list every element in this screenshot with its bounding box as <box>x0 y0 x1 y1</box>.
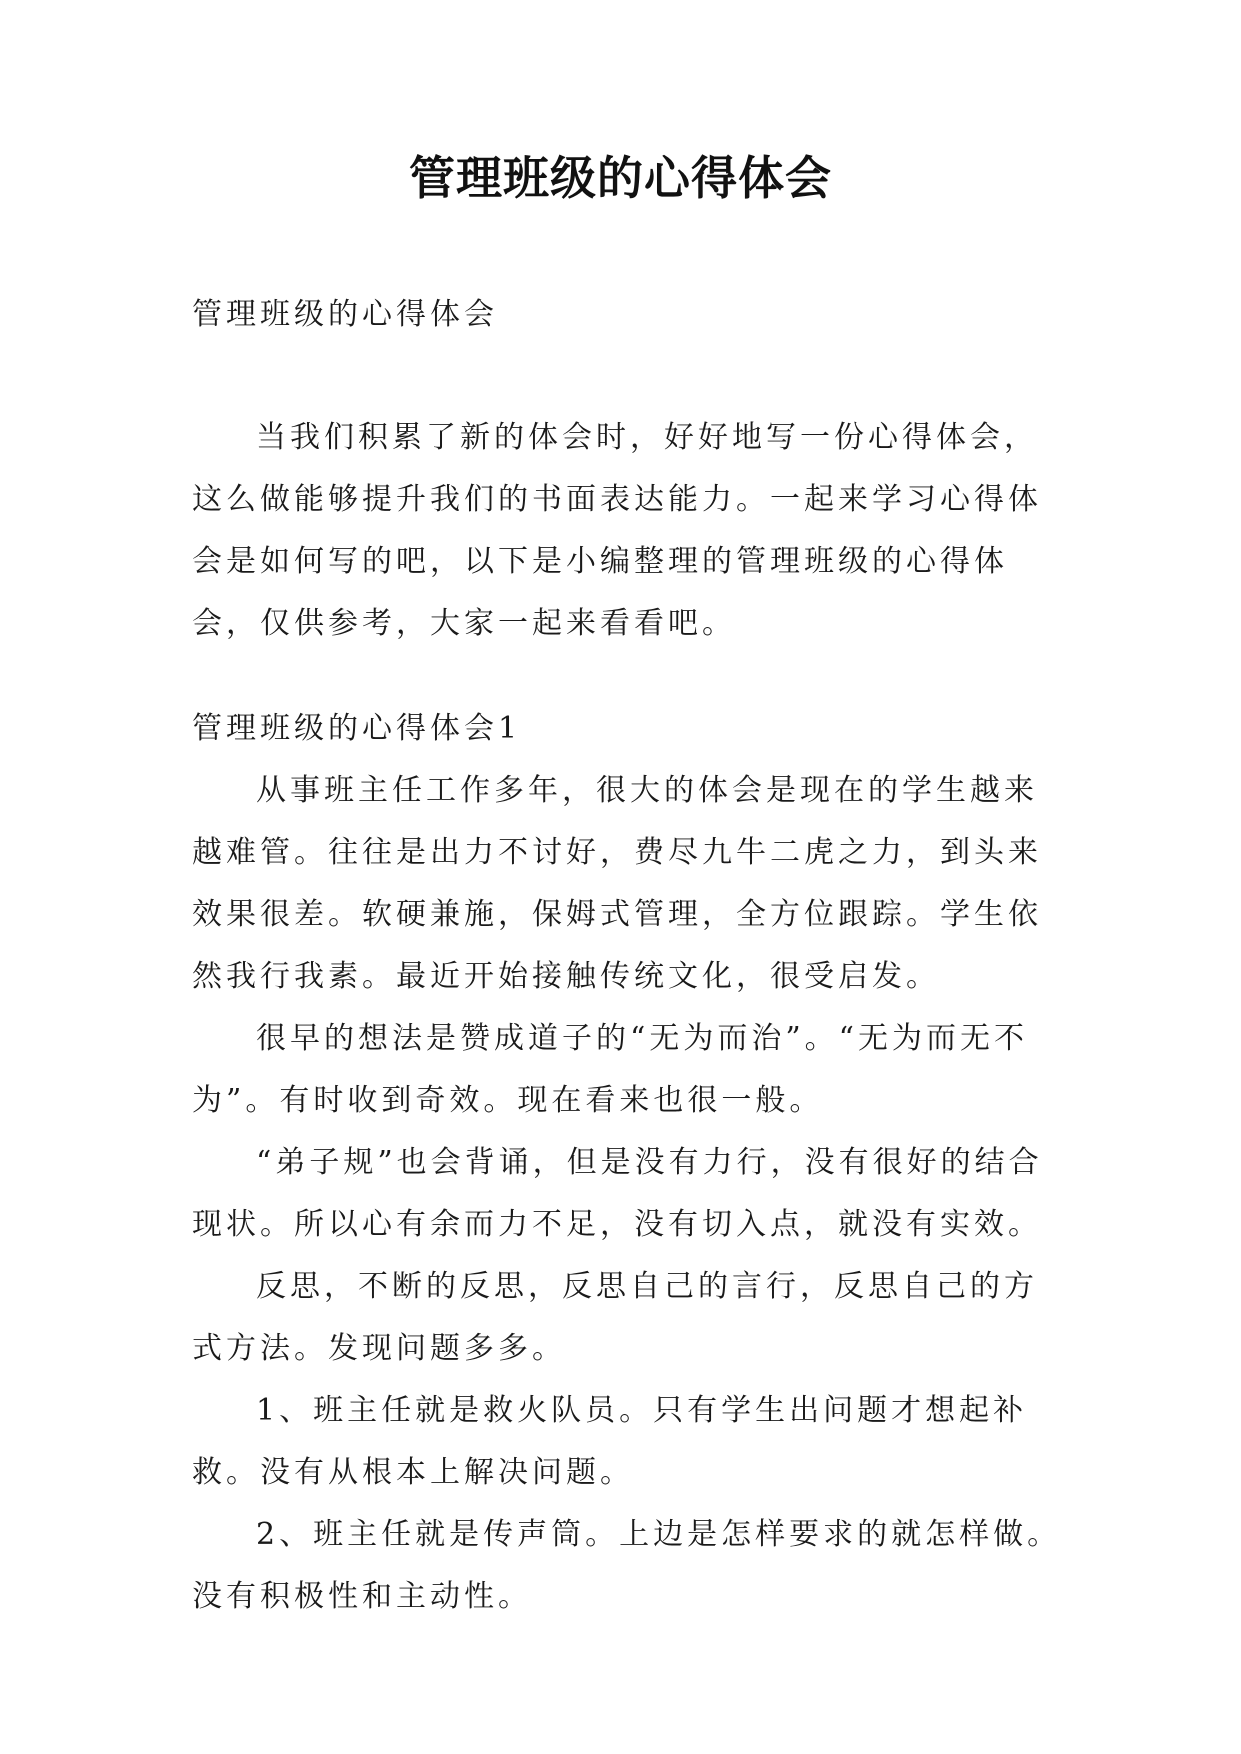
paragraph-6: 2、班主任就是传声筒。上边是怎样要求的就怎样做。没有积极性和主动性。 <box>192 1517 1062 1614</box>
intro-paragraph: 当我们积累了新的体会时，好好地写一份心得体会，这么做能够提升我们的书面表达能力。一起来学习心得体会是如何写的吧，以下是小编整理的管理班级的心得体会，仅供参考，大家一起来看看吧。 <box>192 420 1042 641</box>
paragraph-4: 反思，不断的反思，反思自己的言行，反思自己的方式方法。发现问题多多。 <box>192 1269 1038 1366</box>
section-1 <box>192 698 1062 1628</box>
document-subtitle: 管理班级的心得体会 <box>192 297 498 332</box>
paragraph-3: “弟子规”也会背诵，但是没有力行，没有很好的结合现状。所以心有余而力不足，没有切入点，就没有实效。 <box>192 1145 1043 1242</box>
section-heading: 管理班级的心得体会1 <box>192 711 522 746</box>
paragraph-5: 1、班主任就是救火队员。只有学生出问题才想起补救。没有从根本上解决问题。 <box>192 1393 1028 1490</box>
paragraph-1: 从事班主任工作多年，很大的体会是现在的学生越来越难管。往往是出力不讨好，费尽九牛二虎之力，到头来效果很差。软硬兼施，保姆式管理，全方位跟踪。学生依然我行我素。最近开始接触传统文化，很受启发。 <box>192 773 1042 994</box>
document-title: 管理班级的心得体会 <box>409 151 832 205</box>
paragraph-2: 很早的想法是赞成道子的“无为而治”。“无为而无不为”。有时收到奇效。现在看来也很一般。 <box>192 1021 1029 1118</box>
